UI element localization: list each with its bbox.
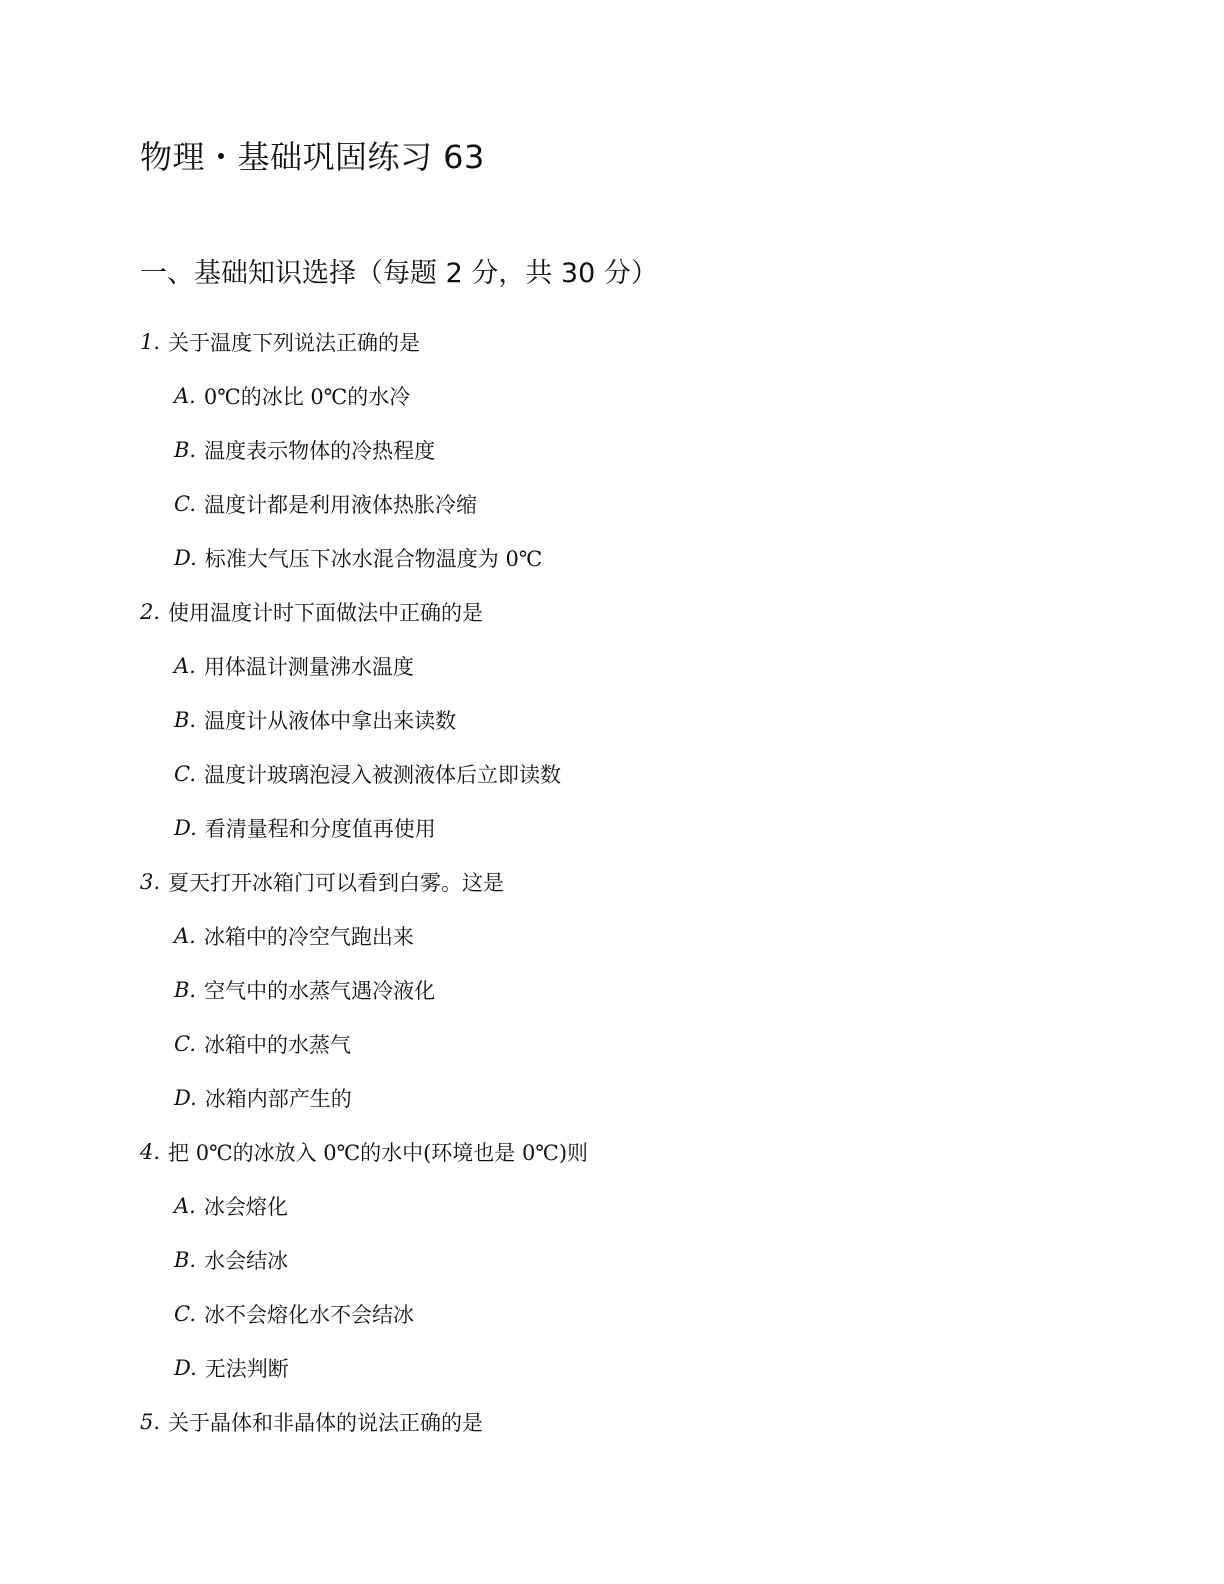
question-number: 1.	[140, 330, 161, 354]
option-text: 用体温计测量沸水温度	[203, 655, 414, 679]
question-text: 把 0℃的冰放入 0℃的水中(环境也是 0℃)则	[168, 1141, 589, 1165]
answer-option	[140, 909, 1100, 963]
option-text: 温度计从液体中拿出来读数	[204, 709, 457, 733]
question-stem	[140, 1125, 1100, 1179]
question-text: 夏天打开冰箱门可以看到白雾。这是	[168, 871, 505, 895]
answer-option	[140, 963, 1100, 1017]
option-letter: D.	[174, 1086, 197, 1110]
option-text: 标准大气压下冰水混合物温度为 0℃	[204, 547, 543, 571]
option-text: 冰会熔化	[203, 1195, 288, 1219]
answer-option	[140, 531, 1100, 585]
question-text: 关于晶体和非晶体的说法正确的是	[168, 1411, 484, 1435]
answer-option	[140, 1017, 1100, 1071]
answer-option	[140, 801, 1100, 855]
question-number: 3.	[140, 870, 161, 894]
question-text: 关于温度下列说法正确的是	[168, 331, 421, 355]
answer-option	[140, 1233, 1100, 1287]
option-text: 冰箱中的冷空气跑出来	[203, 925, 414, 949]
question-text: 使用温度计时下面做法中正确的是	[168, 601, 484, 625]
option-letter: A.	[174, 1194, 196, 1218]
option-text: 冰箱内部产生的	[204, 1087, 352, 1111]
question-stem	[140, 855, 1100, 909]
option-letter: A.	[174, 384, 196, 408]
question-stem	[140, 1395, 1100, 1449]
option-letter: B.	[174, 708, 197, 732]
option-text: 温度计都是利用液体热胀冷缩	[204, 493, 477, 517]
option-letter: D.	[174, 1356, 197, 1380]
option-text: 看清量程和分度值再使用	[204, 817, 436, 841]
option-letter: D.	[174, 816, 197, 840]
option-text: 无法判断	[204, 1357, 289, 1381]
page-title: 物理・基础巩固练习 63	[140, 138, 485, 176]
question-number: 4.	[140, 1140, 161, 1164]
question-number: 2.	[140, 600, 161, 624]
answer-option	[140, 369, 1100, 423]
question-list	[140, 315, 1100, 1449]
option-letter: C.	[174, 762, 196, 786]
section-heading: 一、基础知识选择（每题 2 分，共 30 分）	[140, 258, 658, 289]
option-text: 0℃的冰比 0℃的水冷	[203, 385, 411, 409]
option-text: 温度计玻璃泡浸入被测液体后立即读数	[204, 763, 561, 787]
option-letter: C.	[174, 492, 196, 516]
option-letter: B.	[174, 438, 197, 462]
answer-option	[140, 1071, 1100, 1125]
option-letter: C.	[174, 1032, 196, 1056]
answer-option	[140, 747, 1100, 801]
option-text: 空气中的水蒸气遇冷液化	[204, 979, 436, 1003]
option-letter: C.	[174, 1302, 196, 1326]
option-text: 温度表示物体的冷热程度	[204, 439, 436, 463]
answer-option	[140, 477, 1100, 531]
option-letter: A.	[174, 654, 196, 678]
answer-option	[140, 423, 1100, 477]
answer-option	[140, 1179, 1100, 1233]
option-letter: B.	[174, 978, 197, 1002]
option-text: 冰不会熔化水不会结冰	[204, 1303, 414, 1327]
question-number: 5.	[140, 1410, 161, 1434]
option-text: 冰箱中的水蒸气	[204, 1033, 351, 1057]
answer-option	[140, 693, 1100, 747]
question-stem	[140, 585, 1100, 639]
answer-option	[140, 1287, 1100, 1341]
answer-option	[140, 1341, 1100, 1395]
option-letter: A.	[174, 924, 196, 948]
answer-option	[140, 639, 1100, 693]
option-letter: D.	[174, 546, 197, 570]
option-text: 水会结冰	[204, 1249, 289, 1273]
question-stem	[140, 315, 1100, 369]
option-letter: B.	[174, 1248, 197, 1272]
